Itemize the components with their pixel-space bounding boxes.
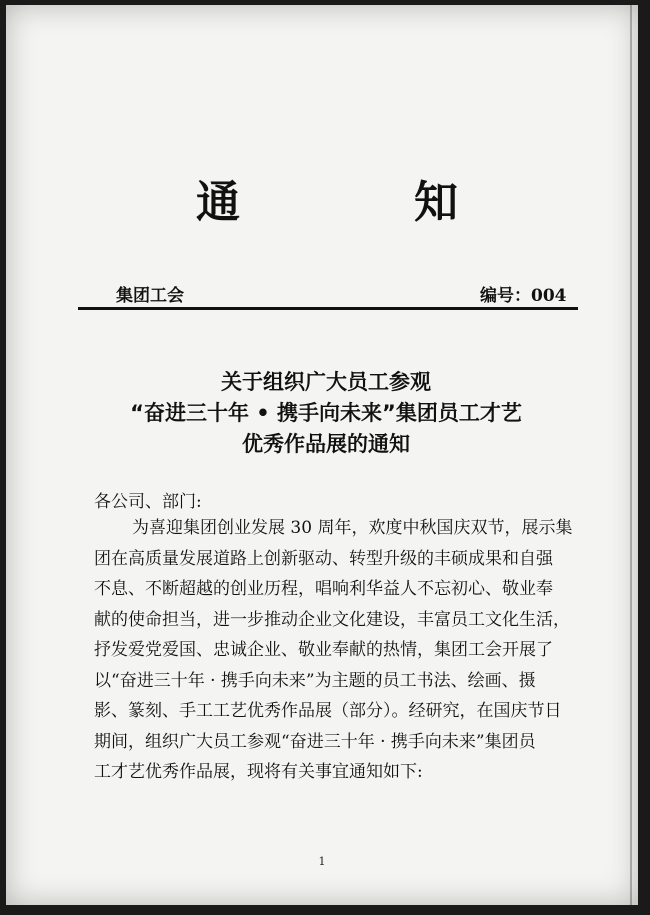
body-line: 团在高质量发展道路上创新驱动、转型升级的丰硕成果和自强	[94, 548, 553, 569]
body-line: 不息、不断超越的创业历程，唱响利华益人不忘初心、敬业奉	[94, 579, 553, 599]
header-divider	[78, 307, 578, 310]
heading-char-2: 知	[414, 177, 458, 228]
notice-title	[66, 367, 586, 460]
body-line: 以“奋进三十年 · 携手向未来”为主题的员工书法、绘画、摄	[94, 670, 536, 691]
heading-char-1: 通	[196, 177, 240, 228]
salutation: 各公司、部门:	[94, 492, 202, 512]
body-line: 期间，组织广大员工参观“奋进三十年 · 携手向未来”集团员	[94, 731, 536, 752]
body-line: 影、篆刻、手工工艺优秀作品展（部分）。经研究，在国庆节日	[94, 701, 562, 721]
body-paragraph	[94, 513, 574, 788]
body-line: 为喜迎集团创业发展 30 周年，欢度中秋国庆双节，展示集	[132, 518, 573, 538]
body-line: 工才艺优秀作品展，现将有关事宜通知如下:	[94, 762, 423, 782]
document-heading	[6, 173, 638, 233]
body-line: 抒发爱党爱国、忠诚企业、敬业奉献的热情，集团工会开展了	[94, 640, 553, 660]
document-number: 编号：004	[480, 286, 567, 306]
title-line-3: 优秀作品展的通知	[242, 432, 410, 456]
body-line: 献的使命担当，进一步推动企业文化建设，丰富员工文化生活，	[94, 609, 570, 630]
issuer-label: 集团工会	[116, 286, 184, 306]
title-line-1: 关于组织广大员工参观	[221, 370, 431, 394]
title-line-2: “奋进三十年 • 携手向未来”集团员工才艺	[130, 401, 522, 425]
document-meta	[6, 281, 638, 307]
document-page	[6, 5, 638, 905]
scan-edge-shadow	[630, 5, 632, 905]
page-number: 1	[318, 855, 326, 868]
